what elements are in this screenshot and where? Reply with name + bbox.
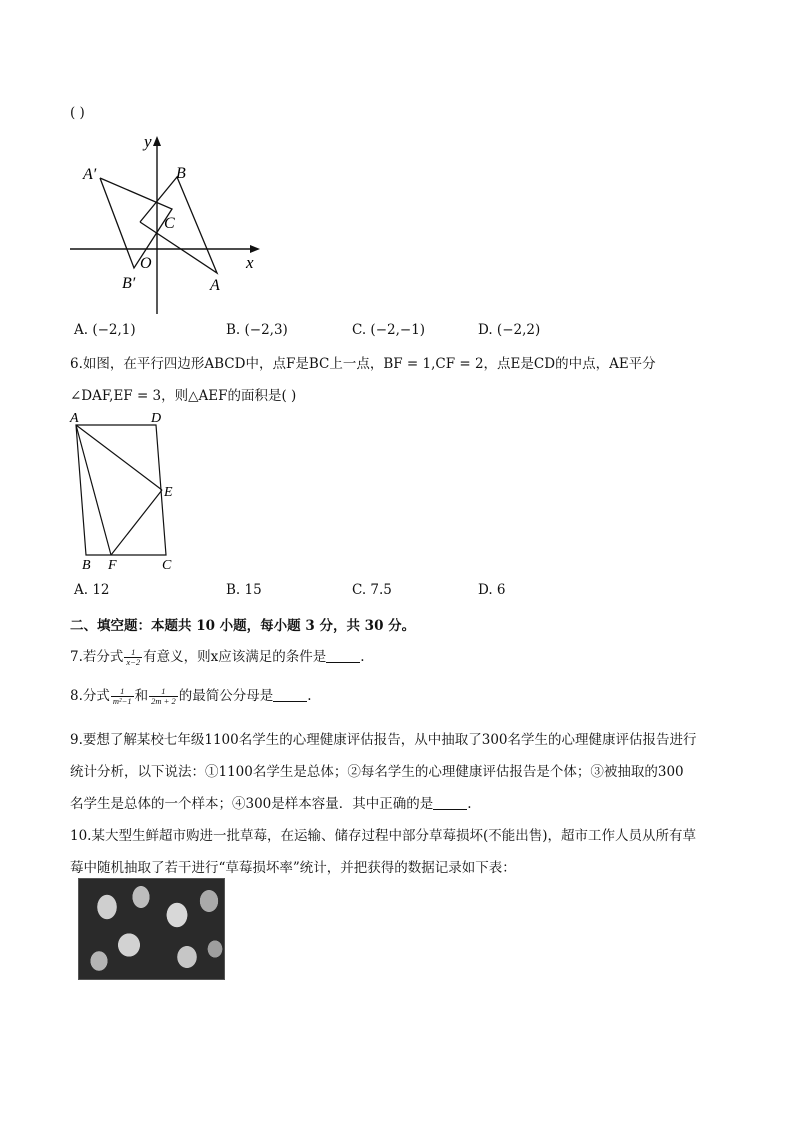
q8-numerator-2: 1: [149, 687, 178, 697]
q6-stem-line2: ∠DAF,EF = 3，则△AEF的面积是( ): [70, 388, 297, 404]
section-heading-fill-blank: 二、填空题：本题共 10 小题，每小题 3 分，共 30 分。: [70, 618, 416, 634]
label-b: B: [176, 165, 186, 182]
q6-option-d: D. 6: [478, 582, 506, 598]
q9-end: .: [467, 796, 472, 812]
q8-answer-blank[interactable]: [273, 689, 307, 702]
q8-denominator-1: m²−1: [112, 696, 132, 706]
q6-option-c: C. 7.5: [352, 582, 392, 598]
q5-option-d: D. (−2,2): [478, 322, 541, 338]
label-x: x: [246, 253, 254, 272]
q7-end: .: [360, 649, 365, 665]
q7-numerator: 1: [124, 648, 142, 658]
q5-options: [74, 322, 754, 340]
label-e: E: [164, 485, 173, 500]
label-a-prime: A′: [83, 166, 97, 183]
q8-denominator-2: 2m + 2: [151, 696, 176, 706]
q6-stem-line1: 6.如图，在平行四边形ABCD中，点F是BC上一点，BF = 1,CF = 2，点E是CD的中点，AE平分: [70, 356, 656, 372]
q5-option-a: A. (−2,1): [74, 322, 136, 338]
q5-option-b: B. (−2,3): [226, 322, 288, 338]
q10-stem-line2: 莓中随机抽取了若干进行“草莓损坏率”统计，并把获得的数据记录如下表：: [70, 860, 516, 876]
q6-option-b: B. 15: [226, 582, 262, 598]
q9-stem-line2: 统计分析，以下说法：①1100名学生是总体；②每名学生的心理健康评估报告是个体；③被抽取的300: [70, 764, 684, 780]
label-f: F: [108, 558, 117, 573]
parallelogram-abcd: [76, 425, 166, 555]
q7-denominator: x−2: [126, 657, 141, 667]
q8-stem: [70, 685, 312, 707]
q7-post: 有意义，则x应该满足的条件是: [143, 649, 327, 665]
q8-end: .: [307, 688, 312, 704]
q8-pre: 8.分式: [70, 688, 110, 704]
triangle-a1-b1-c: [100, 178, 172, 268]
q7-pre: 7.若分式: [70, 649, 124, 665]
segment-ef: [111, 490, 162, 555]
label-c: C: [164, 215, 175, 232]
q7-fraction: [124, 648, 142, 667]
q5-coordinate-figure: [60, 128, 275, 320]
label-b-prime: B′: [122, 275, 136, 292]
y-axis-arrow: [153, 136, 161, 146]
label-y: y: [144, 132, 152, 151]
q8-numerator-1: 1: [111, 687, 134, 697]
q5-option-c: C. (−2,−1): [352, 322, 426, 338]
q8-mid: 和: [134, 688, 149, 704]
label-a: A: [210, 277, 220, 294]
q7-answer-blank[interactable]: [326, 650, 360, 663]
label-a: A: [70, 411, 79, 426]
q9-answer-blank[interactable]: [433, 797, 467, 810]
q8-fraction-2: [149, 687, 178, 706]
strawberry-photo: [78, 878, 225, 980]
label-d: D: [151, 411, 162, 426]
label-c: C: [162, 558, 172, 573]
q6-option-a: A. 12: [74, 582, 110, 598]
q5-answer-paren: ( ): [70, 105, 85, 121]
segment-ae: [76, 425, 162, 490]
q6-options: [74, 582, 754, 600]
q7-stem: [70, 646, 365, 668]
q8-post: 的最简公分母是: [178, 688, 274, 704]
label-o: O: [140, 255, 152, 272]
q10-stem-line1: 10.某大型生鲜超市购进一批草莓，在运输、储存过程中部分草莓损坏(不能出售)，超市工作人员从所有草: [70, 828, 697, 844]
q9-line3-text: 名学生是总体的一个样本；④300是样本容量．其中正确的是: [70, 796, 434, 812]
label-b: B: [82, 558, 91, 573]
q9-stem-line1: 9.要想了解某校七年级1100名学生的心理健康评估报告，从中抽取了300名学生的心理健康评估报告进行: [70, 732, 697, 748]
q9-stem-line3: [70, 792, 472, 812]
q8-fraction-1: [111, 687, 134, 706]
q6-parallelogram-figure: [66, 406, 191, 574]
x-axis-arrow: [250, 245, 260, 253]
